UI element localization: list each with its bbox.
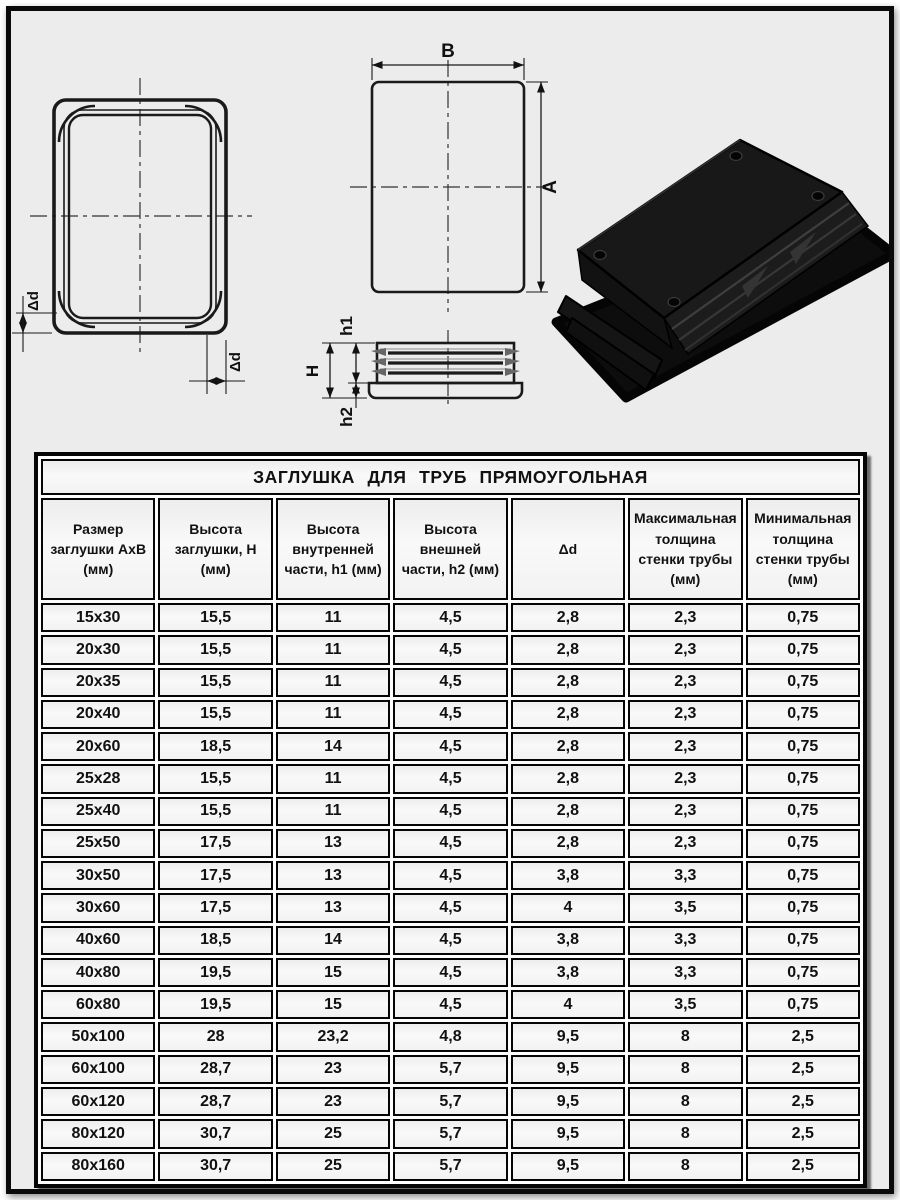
table-cell: 13 [276, 829, 390, 858]
table-row [41, 1087, 860, 1116]
table-cell: 5,7 [393, 1152, 507, 1181]
table-cell: 5,7 [393, 1119, 507, 1148]
table-row [41, 797, 860, 826]
table-row [41, 1022, 860, 1051]
table-row [41, 829, 860, 858]
table-row [41, 668, 860, 697]
table-cell: 0,75 [746, 764, 860, 793]
table-cell: 4,5 [393, 603, 507, 632]
dim-label-delta-d-left: Δd [25, 291, 42, 311]
table-cell: 5,7 [393, 1055, 507, 1084]
table-cell: 8 [628, 1087, 742, 1116]
table-cell: 40x80 [41, 958, 155, 987]
table-cell: 3,8 [511, 958, 625, 987]
table-cell: 30x50 [41, 861, 155, 890]
table-cell: 2,8 [511, 797, 625, 826]
table-cell: 2,8 [511, 732, 625, 761]
table-cell: 20x60 [41, 732, 155, 761]
table-cell: 2,8 [511, 603, 625, 632]
table-cell: 2,3 [628, 797, 742, 826]
table-cell: 2,5 [746, 1119, 860, 1148]
table-cell: 15 [276, 958, 390, 987]
table-header-row [41, 498, 860, 600]
table-row [41, 635, 860, 664]
table-cell: 11 [276, 635, 390, 664]
spec-table-section [34, 452, 867, 1188]
table-cell: 18,5 [158, 732, 272, 761]
table-cell: 0,75 [746, 797, 860, 826]
photo-pin-hole [730, 152, 742, 161]
table-cell: 4,5 [393, 764, 507, 793]
table-cell: 15,5 [158, 668, 272, 697]
table-cell: 15,5 [158, 635, 272, 664]
table-cell: 4,5 [393, 700, 507, 729]
table-cell: 3,8 [511, 861, 625, 890]
table-row [41, 1119, 860, 1148]
technical-drawings [11, 11, 889, 440]
rib-fin [505, 348, 520, 356]
table-cell: 19,5 [158, 990, 272, 1019]
col-header-inner-h1: Высота внутренней части, h1 (мм) [276, 498, 390, 600]
page-frame [6, 6, 894, 1194]
table-cell: 50x100 [41, 1022, 155, 1051]
table-cell: 23 [276, 1087, 390, 1116]
side-flange [369, 383, 522, 398]
dimensions-table [34, 452, 867, 1188]
table-cell: 11 [276, 603, 390, 632]
table-cell: 25x28 [41, 764, 155, 793]
rib-fin [505, 368, 520, 376]
dim-label-b: B [441, 41, 455, 62]
table-row [41, 1055, 860, 1084]
table-cell: 20x40 [41, 700, 155, 729]
table-cell: 17,5 [158, 893, 272, 922]
top-view-drawing [350, 41, 561, 312]
side-ribs [371, 348, 520, 376]
table-cell: 30,7 [158, 1119, 272, 1148]
table-cell: 11 [276, 668, 390, 697]
table-cell: 28 [158, 1022, 272, 1051]
table-cell: 20x30 [41, 635, 155, 664]
col-header-delta-d: Δd [511, 498, 625, 600]
table-cell: 3,5 [628, 893, 742, 922]
table-cell: 8 [628, 1152, 742, 1181]
table-cell: 60x80 [41, 990, 155, 1019]
table-cell: 8 [628, 1022, 742, 1051]
table-cell: 8 [628, 1119, 742, 1148]
table-cell: 15,5 [158, 797, 272, 826]
table-cell: 0,75 [746, 861, 860, 890]
table-cell: 17,5 [158, 829, 272, 858]
rib-fin [371, 358, 386, 366]
table-cell: 0,75 [746, 700, 860, 729]
table-cell: 2,8 [511, 764, 625, 793]
table-cell: 4,5 [393, 635, 507, 664]
table-cell: 4,5 [393, 990, 507, 1019]
table-cell: 5,7 [393, 1087, 507, 1116]
table-cell: 9,5 [511, 1087, 625, 1116]
table-cell: 4,5 [393, 797, 507, 826]
table-cell: 3,3 [628, 958, 742, 987]
photo-pin-hole [668, 298, 680, 307]
table-cell: 2,8 [511, 635, 625, 664]
table-row [41, 1152, 860, 1181]
table-cell: 4,5 [393, 958, 507, 987]
table-cell: 4,5 [393, 668, 507, 697]
table-cell: 60x120 [41, 1087, 155, 1116]
table-cell: 15,5 [158, 764, 272, 793]
col-header-outer-h2: Высота внешней части, h2 (мм) [393, 498, 507, 600]
table-cell: 2,3 [628, 764, 742, 793]
table-cell: 14 [276, 926, 390, 955]
table-cell: 11 [276, 700, 390, 729]
table-cell: 4,5 [393, 861, 507, 890]
table-cell: 3,3 [628, 926, 742, 955]
table-cell: 15,5 [158, 700, 272, 729]
table-cell: 11 [276, 764, 390, 793]
table-cell: 0,75 [746, 668, 860, 697]
table-cell: 2,5 [746, 1055, 860, 1084]
table-cell: 23,2 [276, 1022, 390, 1051]
rib-fin [371, 348, 386, 356]
table-cell: 9,5 [511, 1119, 625, 1148]
table-cell: 2,3 [628, 829, 742, 858]
table-cell: 15x30 [41, 603, 155, 632]
table-cell: 14 [276, 732, 390, 761]
table-cell: 23 [276, 1055, 390, 1084]
table-cell: 3,3 [628, 861, 742, 890]
table-cell: 15,5 [158, 603, 272, 632]
col-header-height: Высота заглушки, Н (мм) [158, 498, 272, 600]
col-header-max-wall: Максимальная толщина стенки трубы (мм) [628, 498, 742, 600]
table-row [41, 893, 860, 922]
table-row [41, 926, 860, 955]
table-row [41, 958, 860, 987]
table-cell: 28,7 [158, 1055, 272, 1084]
table-cell: 2,3 [628, 700, 742, 729]
table-cell: 2,8 [511, 700, 625, 729]
table-cell: 9,5 [511, 1152, 625, 1181]
col-header-size: Размер заглушки АхВ (мм) [41, 498, 155, 600]
table-cell: 0,75 [746, 958, 860, 987]
table-cell: 0,75 [746, 893, 860, 922]
table-cell: 2,8 [511, 829, 625, 858]
photo-pin-hole [812, 192, 824, 201]
table-row [41, 700, 860, 729]
table-cell: 9,5 [511, 1022, 625, 1051]
dim-label-delta-d-right: Δd [227, 352, 244, 372]
dim-label-h2: h2 [337, 407, 356, 427]
table-cell: 3,8 [511, 926, 625, 955]
table-cell: 4,5 [393, 732, 507, 761]
table-cell: 3,5 [628, 990, 742, 1019]
dim-label-h1: h1 [337, 316, 356, 336]
table-cell: 60x100 [41, 1055, 155, 1084]
table-cell: 0,75 [746, 603, 860, 632]
table-cell: 17,5 [158, 861, 272, 890]
table-cell: 2,5 [746, 1087, 860, 1116]
table-cell: 9,5 [511, 1055, 625, 1084]
table-cell: 80x120 [41, 1119, 155, 1148]
table-cell: 15 [276, 990, 390, 1019]
table-cell: 20x35 [41, 668, 155, 697]
table-cell: 4 [511, 893, 625, 922]
table-cell: 25x40 [41, 797, 155, 826]
table-cell: 80x160 [41, 1152, 155, 1181]
table-cell: 0,75 [746, 732, 860, 761]
product-photo [556, 140, 889, 398]
table-cell: 25x50 [41, 829, 155, 858]
dim-label-h: H [303, 364, 322, 378]
table-cell: 2,5 [746, 1152, 860, 1181]
table-cell: 2,8 [511, 668, 625, 697]
table-cell: 25 [276, 1152, 390, 1181]
table-cell: 30x60 [41, 893, 155, 922]
table-cell: 30,7 [158, 1152, 272, 1181]
table-cell: 40x60 [41, 926, 155, 955]
table-cell: 2,3 [628, 603, 742, 632]
table-cell: 4,8 [393, 1022, 507, 1051]
table-cell: 4,5 [393, 926, 507, 955]
table-cell: 19,5 [158, 958, 272, 987]
table-cell: 0,75 [746, 635, 860, 664]
table-row [41, 990, 860, 1019]
table-cell: 8 [628, 1055, 742, 1084]
table-cell: 28,7 [158, 1087, 272, 1116]
table-row [41, 603, 860, 632]
table-cell: 18,5 [158, 926, 272, 955]
rib-fin [371, 368, 386, 376]
table-cell: 25 [276, 1119, 390, 1148]
table-title-row [41, 459, 860, 495]
table-cell: 2,3 [628, 732, 742, 761]
table-cell: 11 [276, 797, 390, 826]
table-cell: 0,75 [746, 926, 860, 955]
table-body [41, 603, 860, 1181]
table-cell: 2,3 [628, 668, 742, 697]
table-cell: 4,5 [393, 893, 507, 922]
table-cell: 2,5 [746, 1022, 860, 1051]
table-row [41, 764, 860, 793]
table-cell: 0,75 [746, 829, 860, 858]
col-header-min-wall: Минимальная толщина стенки трубы (мм) [746, 498, 860, 600]
side-view-drawing [303, 316, 522, 427]
table-cell: 4 [511, 990, 625, 1019]
table-cell: 13 [276, 893, 390, 922]
dim-label-a: A [540, 180, 561, 194]
table-title: ЗАГЛУШКА ДЛЯ ТРУБ ПРЯМОУГОЛЬНАЯ [41, 459, 860, 495]
photo-pin-hole [594, 251, 606, 260]
front-view-drawing [12, 78, 252, 394]
table-cell: 4,5 [393, 829, 507, 858]
table-row [41, 732, 860, 761]
table-cell: 2,3 [628, 635, 742, 664]
table-row [41, 861, 860, 890]
table-cell: 13 [276, 861, 390, 890]
rib-fin [505, 358, 520, 366]
table-cell: 0,75 [746, 990, 860, 1019]
